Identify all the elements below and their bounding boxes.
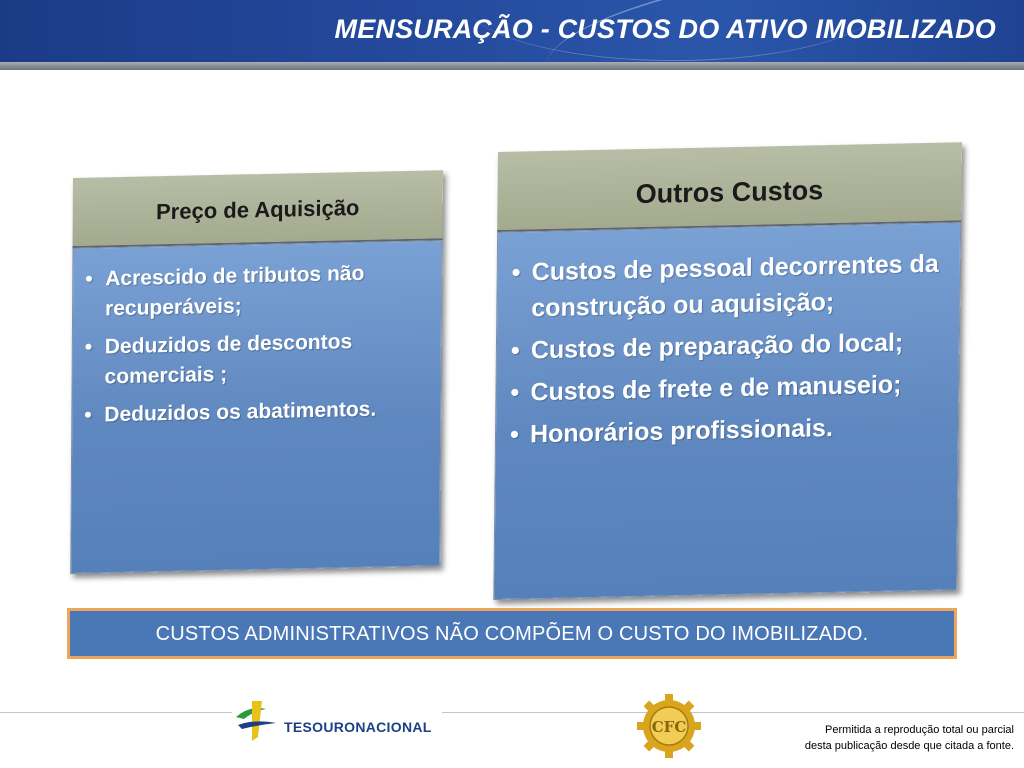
reproduction-note-line-1: Permitida a reprodução total ou parcial xyxy=(825,724,1014,736)
administrative-costs-notice: CUSTOS ADMINISTRATIVOS NÃO COMPÕEM O CUSTO DO IMOBILIZADO. xyxy=(67,608,957,659)
header-banner xyxy=(0,0,1024,62)
acquisition-price-body xyxy=(70,240,442,574)
cfc-seal-text: CFC xyxy=(651,718,687,736)
cfc-seal-logo xyxy=(636,693,702,759)
reproduction-note xyxy=(754,722,1014,754)
list-item: • Custos de pessoal decorrentes da construção ou aquisição; xyxy=(511,246,946,327)
wordmark-part-1: TESOURO xyxy=(284,719,356,735)
cfc-gear-icon xyxy=(636,693,702,759)
acquisition-price-heading: Preço de Aquisição xyxy=(73,170,443,248)
list-item: • Acrescido de tributos não recuperáveis; xyxy=(85,258,427,325)
other-costs-panel xyxy=(493,142,962,600)
list-item: • Deduzidos os abatimentos. xyxy=(84,394,426,431)
reproduction-note-line-2: desta publicação desde que citada a fonte. xyxy=(804,740,1014,752)
acquisition-price-list xyxy=(84,258,427,439)
acquisition-price-panel xyxy=(70,170,443,574)
list-item: • Honorários profissionais. xyxy=(510,408,944,453)
tesouro-nacional-logo xyxy=(232,695,442,743)
list-item: • Custos de frete e de manuseio; xyxy=(510,366,944,411)
other-costs-body xyxy=(493,222,961,600)
page-title: MENSURAÇÃO - CUSTOS DO ATIVO IMOBILIZADO xyxy=(334,14,996,44)
other-costs-heading: Outros Custos xyxy=(497,142,962,232)
list-item: • Deduzidos de descontos comerciais ; xyxy=(84,326,426,393)
tesouro-nacional-wordmark xyxy=(284,719,432,737)
other-costs-list xyxy=(510,246,946,459)
header-divider-bar xyxy=(0,62,1024,70)
tesouro-nacional-emblem-icon xyxy=(232,695,282,743)
wordmark-part-2: NACIONAL xyxy=(355,719,432,735)
footer-divider xyxy=(0,712,1024,713)
list-item: • Custos de preparação do local; xyxy=(511,324,945,369)
